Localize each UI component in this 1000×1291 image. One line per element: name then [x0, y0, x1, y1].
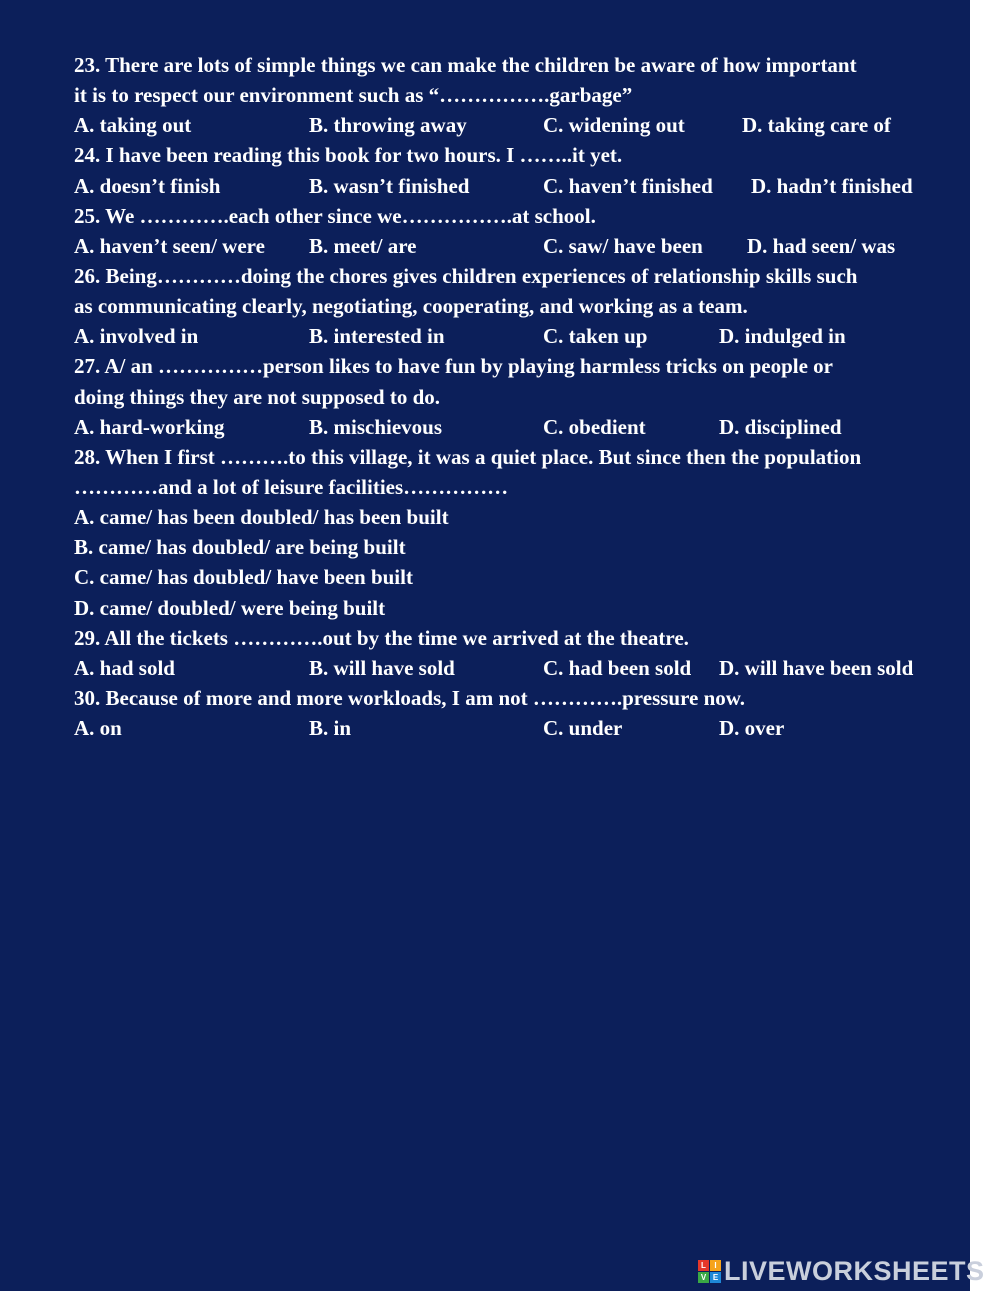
badge-letter: V — [698, 1272, 709, 1283]
question-29-stem: 29. All the tickets ………….out by the time we arrived at the theatre. — [74, 625, 689, 650]
option-d[interactable]: D. taking care of — [742, 113, 891, 138]
option-d[interactable]: D. disciplined — [719, 414, 842, 439]
question-30-stem: 30. Because of more and more workloads, I am not ………….pressure now. — [74, 685, 746, 710]
question-26-options — [74, 321, 944, 351]
option-a[interactable]: A. doesn’t finish — [74, 173, 221, 198]
option-a[interactable]: A. came/ has been doubled/ has been built — [74, 505, 449, 530]
option-b[interactable]: B. will have sold — [309, 655, 455, 680]
question-26-stem-line-2: as communicating clearly, negotiating, cooperating, and working as a team. — [74, 294, 748, 319]
option-b[interactable]: B. wasn’t finished — [309, 173, 470, 198]
question-27-options — [74, 412, 944, 442]
option-b[interactable]: B. came/ has doubled/ are being built — [74, 535, 406, 560]
option-a[interactable]: A. haven’t seen/ were — [74, 233, 265, 258]
option-a[interactable]: A. hard-working — [74, 414, 225, 439]
logo-text: LIVEWORKSHEETS — [724, 1256, 985, 1286]
question-28-stem-line-1: 28. When I first ……….to this village, it was a quiet place. But since then the population — [74, 444, 862, 469]
question-list — [74, 50, 944, 743]
question-30-options — [74, 713, 944, 743]
option-a[interactable]: A. had sold — [74, 655, 175, 680]
badge-letter: I — [710, 1260, 721, 1271]
question-27-stem-line-1: 27. A/ an ……………person likes to have fun by playing harmless tricks on people or — [74, 354, 833, 379]
option-c[interactable]: C. obedient — [543, 414, 646, 439]
option-d[interactable]: D. will have been sold — [719, 655, 914, 680]
option-a[interactable]: A. taking out — [74, 113, 192, 138]
option-b[interactable]: B. in — [309, 716, 352, 741]
option-d[interactable]: D. hadn’t finished — [751, 173, 913, 198]
option-c[interactable]: C. widening out — [543, 113, 685, 138]
option-c[interactable]: C. taken up — [543, 324, 648, 349]
liveworksheets-logo — [698, 1258, 985, 1284]
option-b[interactable]: B. mischievous — [309, 414, 443, 439]
question-28-stem-line-2: …………and a lot of leisure facilities…………… — [74, 474, 509, 499]
option-c[interactable]: C. saw/ have been — [543, 233, 703, 258]
option-b[interactable]: B. throwing away — [309, 113, 467, 138]
question-24-options — [74, 171, 944, 201]
option-d[interactable]: D. indulged in — [719, 324, 846, 349]
option-c[interactable]: C. had been sold — [543, 655, 692, 680]
live-badge-icon — [698, 1260, 721, 1283]
question-25-options — [74, 231, 944, 261]
question-23-options — [74, 110, 944, 140]
option-a[interactable]: A. on — [74, 716, 122, 741]
badge-letter: L — [698, 1260, 709, 1271]
option-b[interactable]: B. meet/ are — [309, 233, 417, 258]
option-b[interactable]: B. interested in — [309, 324, 445, 349]
question-29-options — [74, 653, 944, 683]
option-c[interactable]: C. came/ has doubled/ have been built — [74, 565, 413, 590]
option-d[interactable]: D. over — [719, 716, 785, 741]
question-24-stem: 24. I have been reading this book for two hours. I ……..it yet. — [74, 143, 623, 168]
badge-letter: E — [710, 1272, 721, 1283]
question-23-stem-line-2: it is to respect our environment such as “…………….garbage” — [74, 83, 633, 108]
question-25-stem: 25. We ………….each other since we…………….at school. — [74, 203, 596, 228]
question-23-stem-line-1: 23. There are lots of simple things we can make the children be aware of how important — [74, 53, 857, 77]
option-c[interactable]: C. under — [543, 716, 623, 741]
option-d[interactable]: D. had seen/ was — [747, 233, 896, 258]
option-d[interactable]: D. came/ doubled/ were being built — [74, 595, 386, 620]
question-26-stem-line-1: 26. Being…………doing the chores gives children experiences of relationship skills such — [74, 263, 858, 288]
option-c[interactable]: C. haven’t finished — [543, 173, 713, 198]
question-27-stem-line-2: doing things they are not supposed to do. — [74, 384, 441, 409]
option-a[interactable]: A. involved in — [74, 324, 199, 349]
